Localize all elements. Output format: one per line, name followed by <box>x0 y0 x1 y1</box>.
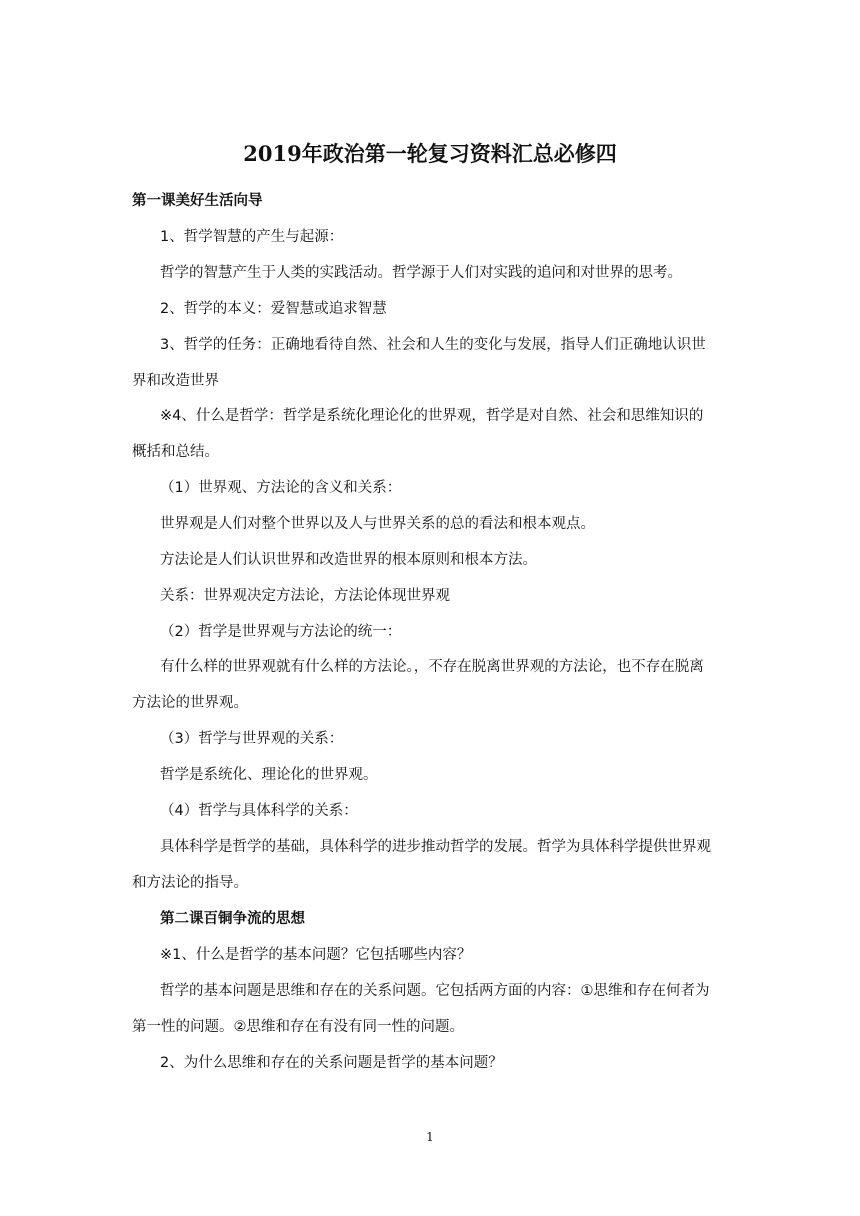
paragraph-continuation: 界和改造世界 <box>132 373 219 389</box>
paragraph: 3、哲学的任务：正确地看待自然、社会和人生的变化与发展，指导人们正确地认识世 <box>160 337 706 353</box>
document-title: 2019年政治第一轮复习资料汇总必修四 <box>243 141 617 166</box>
paragraph-continuation: 概括和总结。 <box>132 444 219 460</box>
subheading: （3）哲学与世界观的关系： <box>160 731 344 747</box>
paragraph: 关系：世界观决定方法论，方法论体现世界观 <box>160 588 450 604</box>
paragraph: 具体科学是哲学的基础，具体科学的进步推动哲学的发展。哲学为具体科学提供世界观 <box>160 839 711 855</box>
paragraph: 2、哲学的本义：爱智慧或追求智慧 <box>160 301 387 317</box>
paragraph: 2、为什么思维和存在的关系问题是哲学的基本问题？ <box>160 1055 503 1071</box>
paragraph: 1、哲学智慧的产生与起源： <box>160 229 344 245</box>
page-number: 1 <box>426 1130 434 1144</box>
paragraph-continuation: 第一性的问题。②思维和存在有没有同一性的问题。 <box>132 1019 464 1035</box>
paragraph-continuation: 和方法论的指导。 <box>132 875 248 891</box>
lesson2-heading: 第二课百铜争流的思想 <box>160 911 305 927</box>
subheading: （1）世界观、方法论的含义和关系： <box>160 480 402 496</box>
subheading: （2）哲学是世界观与方法论的统一： <box>160 624 402 640</box>
paragraph: 有什么样的世界观就有什么样的方法论。，不存在脱离世界观的方法论，也不存在脱离 <box>160 659 704 675</box>
subheading: （4）哲学与具体科学的关系： <box>160 803 358 819</box>
lesson1-heading: 第一课美好生活向导 <box>132 193 263 209</box>
paragraph: 哲学是系统化、理论化的世界观。 <box>160 767 378 783</box>
paragraph: ※4、什么是哲学：哲学是系统化理论化的世界观，哲学是对自然、社会和思维知识的 <box>160 408 704 424</box>
paragraph: ※1、什么是哲学的基本问题？它包括哪些内容？ <box>160 947 472 963</box>
paragraph: 世界观是人们对整个世界以及人与世界关系的总的看法和根本观点。 <box>160 516 595 532</box>
paragraph: 哲学的基本问题是思维和存在的关系问题。它包括两方面的内容：①思维和存在何者为 <box>160 983 710 999</box>
paragraph-continuation: 方法论的世界观。 <box>132 695 248 711</box>
paragraph: 方法论是人们认识世界和改造世界的根本原则和根本方法。 <box>160 552 537 568</box>
paragraph: 哲学的智慧产生于人类的实践活动。哲学源于人们对实践的追问和对世界的思考。 <box>160 265 682 281</box>
